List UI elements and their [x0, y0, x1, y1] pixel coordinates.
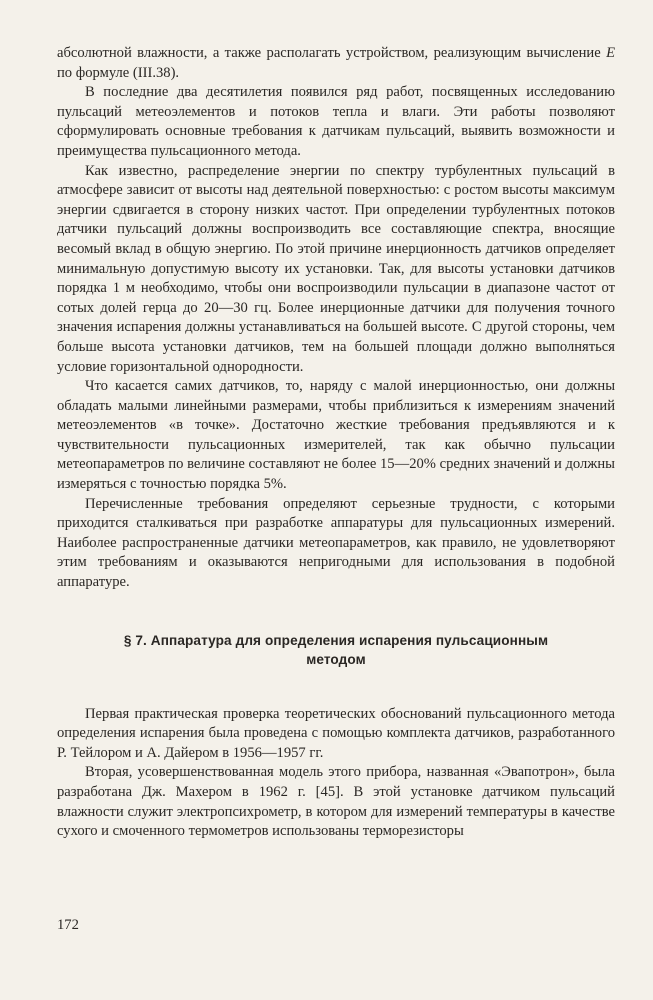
page-number: 172	[57, 917, 79, 933]
section-heading	[57, 631, 615, 669]
paragraph: В последние два десятилетия появился ряд работ, посвященных исследованию пульсаций метеоэлементов и потоков тепла и влаги. Эти работы позволяют сформулировать основные требования к датчикам пульсаций, выявить возможности и преимущества пульсационного метода.	[57, 84, 615, 159]
paragraph: Первая практическая проверка теоретических обоснований пульсационного метода определения испарения была проведена с помощью комплекта датчиков, разработанного Р. Тейлором и А. Дайером в 1956—1957 гг.	[57, 705, 615, 761]
section-heading-line: методом	[306, 651, 366, 667]
section-heading-line: § 7. Аппаратура для определения испарения пульсационным	[123, 632, 549, 648]
paragraph: Перечисленные требования определяют серьезные трудности, с которыми приходится сталкиваться при разработке аппаратуры для пульсационных измерений. Наиболее распространенные датчики метеопараметров, как правило, не удовлетворяют этим требованиям и оказываются непригодными для использования в подобной аппаратуре.	[57, 495, 615, 591]
paragraph: Что касается самих датчиков, то, наряду с малой инерционностью, они должны обладать малыми линейными размерами, чтобы приблизиться к измерениям значений метеоэлементов «в точке». Достаточно жесткие требования предъявляются и к чувствительности пульсационных измерителей, так как обычно пульсации метеопараметров по величине составляют не более 15—20% средних значений и должны измеряться с точностью порядка 5%.	[57, 378, 615, 493]
paragraph: Как известно, распределение энергии по спектру турбулентных пульсаций в атмосфере зависит от высоты над деятельной поверхностью: с ростом высоты максимум энергии сдвигается в сторону низких частот. При определении турбулентных потоков датчики пульсаций должны воспроизводить все составляющие спектра, вносящие весомый вклад в общую энергию. По этой причине инерционность датчиков определяет минимальную допустимую высоту их установки. Так, для высоты установки датчиков порядка 1 м необходимо, чтобы они воспроизводили пульсации в диапазоне частот от сотых долей герца до 20—30 гц. Более инерционные датчики для получения точного значения испарения должны устанавливаться на большей высоте. С другой стороны, чем больше высота установки датчиков, тем на большей площади должно выполняться условие горизонтальной однородности.	[57, 162, 615, 375]
paragraph: Вторая, усовершенствованная модель этого прибора, названная «Эвапотрон», была разработана Дж. Махером в 1962 г. [45]. В этой установке датчиком пульсаций влажности служит электропсихрометр, в котором для измерений температуры в качестве сухого и смоченного термометров использованы терморезисторы	[57, 764, 615, 840]
formula-variable-e: E	[606, 45, 615, 61]
paragraph: абсолютной влажности, а также располагать устройством, реализующим вычисление E по формуле (III.38).	[57, 45, 615, 81]
page-body	[57, 44, 615, 842]
